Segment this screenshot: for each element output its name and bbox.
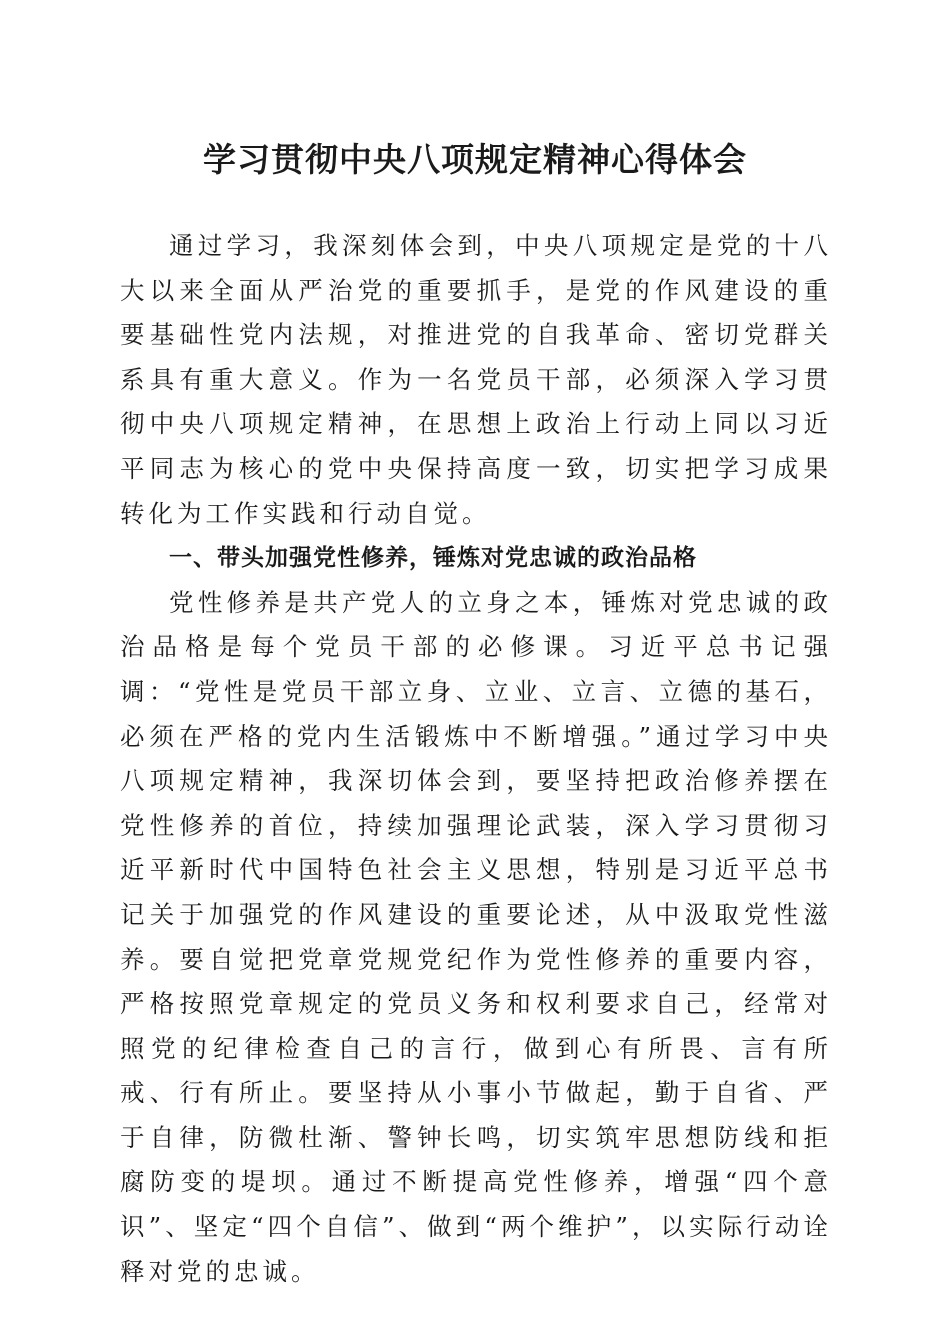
section-heading: 一、带头加强党性修养，锤炼对党忠诚的政治品格 — [169, 545, 697, 572]
document-body — [120, 224, 832, 1294]
section-paragraph: 党性修养是共产党人的立身之本，锤炼对党忠诚的政治品格是每个党员干部的必修课。习近平总书记强调：“党性是党员干部立身、立业、立言、立德的基石，必须在严格的党内生活锻炼中不断增强。”通过学习中央八项规定精神，我深切体会到，要坚持把政治修养摆在党性修养的首位，持续加强理论武装，深入学习贯彻习近平新时代中国特色社会主义思想，特别是习近平总书记关于加强党的作风建设的重要论述，从中汲取党性滋养。要自觉把党章党规党纪作为党性修养的重要内容，严格按照党章规定的党员义务和权利要求自己，经常对照党的纪律检查自己的言行，做到心有所畏、言有所戒、行有所止。要坚持从小事小节做起，勤于自省、严于自律，防微杜渐、警钟长鸣，切实筑牢思想防线和拒腐防变的堤坝。通过不断提高党性修养，增强“四个意识”、坚定“四个自信”、做到“两个维护”，以实际行动诠释对党的忠诚。 — [120, 587, 832, 1286]
intro-paragraph: 通过学习，我深刻体会到，中央八项规定是党的十八大以来全面从严治党的重要抓手，是党的作风建设的重要基础性党内法规，对推进党的自我革命、密切党群关系具有重大意义。作为一名党员干部，必须深入学习贯彻中央八项规定精神，在思想上政治上行动上同以习近平同志为核心的党中央保持高度一致，切实把学习成果转化为工作实践和行动自觉。 — [120, 231, 832, 528]
document-title: 学习贯彻中央八项规定精神心得体会 — [203, 140, 747, 179]
